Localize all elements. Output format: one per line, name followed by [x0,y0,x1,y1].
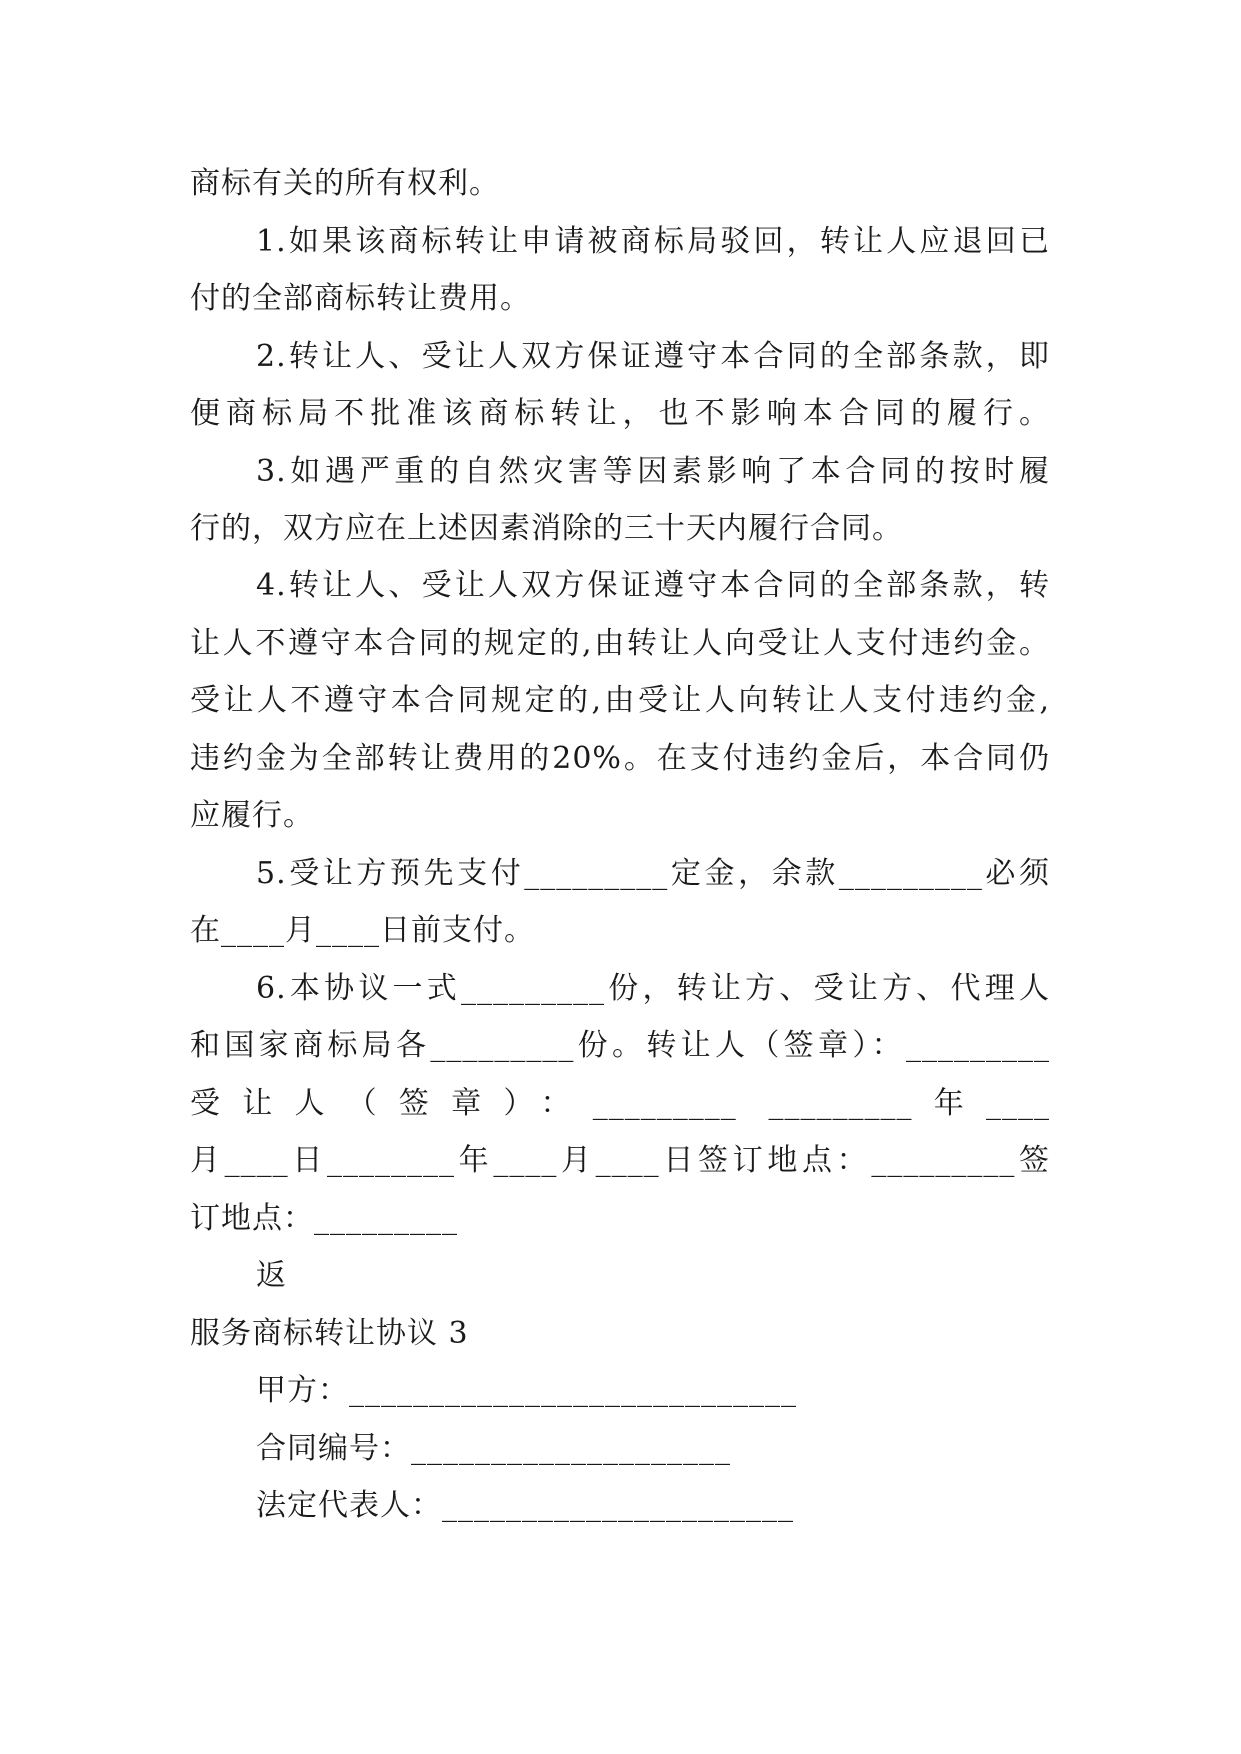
clause-3-line-1: 3.如遇严重的自然灾害等因素影响了本合同的按时履 [256,454,1050,489]
clause-6-line-3: 受让人（签章）：_________ _________年____ [190,1086,1050,1121]
clause-2-line-2: 便商标局不批准该商标转让，也不影响本合同的履行。 [190,396,1050,431]
return-text: 返 [256,1258,287,1293]
clause-5-line-1: 5.受让方预先支付_________定金，余款_________必须 [256,856,1050,891]
clause-3-line-2: 行的，双方应在上述因素消除的三十天内履行合同。 [190,511,903,546]
contract-number-field: 合同编号：____________________ [256,1431,731,1466]
clause-1-line-2: 付的全部商标转让费用。 [190,281,531,316]
clause-4-line-4: 违约金为全部转让费用的20%。在支付违约金后，本合同仍 [190,741,1050,776]
clause-5-line-2: 在____月____日前支付。 [190,913,535,948]
clause-6-line-5: 订地点：_________ [190,1201,458,1236]
clause-4-line-2: 让人不遵守本合同的规定的,由转让人向受让人支付违约金。 [190,626,1050,661]
clause-2-line-1: 2.转让人、受让人双方保证遵守本合同的全部条款，即 [256,339,1050,374]
party-a-field: 甲方：____________________________ [256,1373,797,1408]
clause-6-line-4: 月____日________年____月____日签订地点：_________签 [190,1143,1050,1178]
clause-6-line-1: 6.本协议一式_________份，转让方、受让方、代理人 [256,971,1050,1006]
clause-6-line-2: 和国家商标局各_________份。转让人（签章）：_________ [190,1028,1050,1063]
clause-4-line-5: 应履行。 [190,798,314,833]
clause-1-line-1: 1.如果该商标转让申请被商标局驳回，转让人应退回已 [256,224,1050,259]
paragraph-line: 商标有关的所有权利。 [190,166,500,201]
clause-4-line-1: 4.转让人、受让人双方保证遵守本合同的全部条款，转 [256,568,1050,603]
section-title: 服务商标转让协议 3 [190,1316,469,1351]
clause-4-line-3: 受让人不遵守本合同规定的,由受让人向转让人支付违约金, [190,683,1050,718]
legal-representative-field: 法定代表人：______________________ [256,1488,794,1523]
